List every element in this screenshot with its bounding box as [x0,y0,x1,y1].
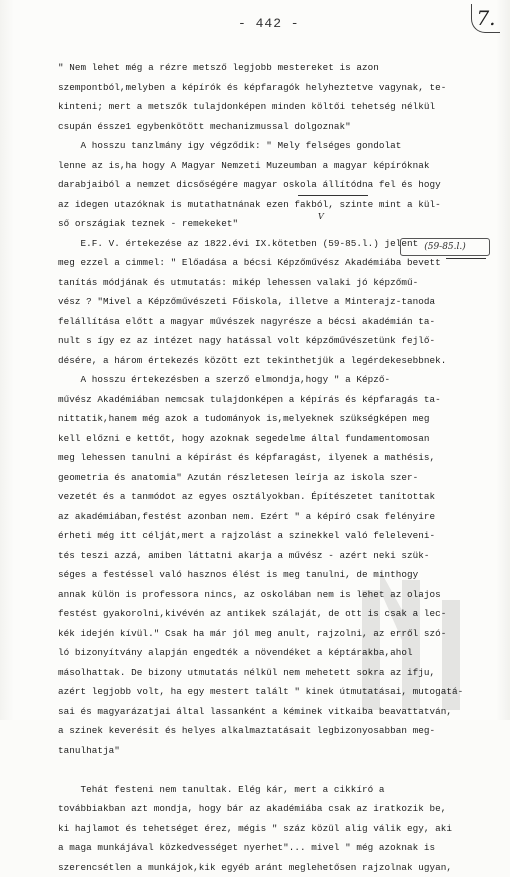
text-line: ső országiak teznek - remekeket" [58,214,498,234]
text-line: lenne az is,ha hogy A Magyar Nemzeti Muzeumban a magyar képíróknak [58,156,498,176]
text-line: ló bizonyítvány alapján engedték a növendéket a képtárakba,ahol [58,643,498,663]
text-line: csupán éssze1 egybenkötött mechanizmussal dolgoznak" [58,117,498,137]
text-line: érheti még itt célját,mert a rajzolást a szinekkel való feleleveni- [58,526,498,546]
handwritten-margin-note [400,238,490,256]
margin-note-text: (59-85.l.) [401,239,489,255]
page-number: - 442 - [238,16,300,31]
text-line: kék idején kívül." Csak ha már jól meg anult, rajzolni, az erről szó- [58,624,498,644]
text-line: meg ezzel a cimmel: " Előadása a bécsi Képzőművész Akadémiába bevett [58,253,498,273]
text-line: művész Akadémiában nemcsak tulajdonképen a képírás és képfaragás ta- [58,390,498,410]
text-line: darabjaiból a nemzet dicsőségére magyar oskola állítódna fel és hogy [58,175,498,195]
text-line: felállítása előtt a magyar művészek nagyrésze a bécsi akadémián ta- [58,312,498,332]
text-line: " Nem lehet még a rézre metsző legjobb mestereket is azon [58,58,498,78]
stamp-watermark-icon [342,570,492,720]
text-line: szerencsétlen a munkájok,kik egyéb aránt meglehetősen rajzolnak ugyan, [58,858,498,877]
text-line: sai és magyarázatjai által lassanként a kéminek vitkaiba beavattatván, [58,702,498,722]
strike-through-mark [446,258,486,259]
text-line: désére, a három értekezés között ezt tekinthetjük a legérdekesebbnek. [58,351,498,371]
text-line: azért legjobb volt, ha egy mestert talált " kinek útmutatásai, mutogatá- [58,682,498,702]
text-line: Tehát festeni nem tanultak. Elég kár, mert a cikkíró a [58,780,498,800]
text-line: másolhattak. De bizony utmutatás nélkül nem mehetett sokra az ifju, [58,663,498,683]
text-line: tanítás módjának és utmutatás: mikép lehessen valaki jó képzőmű- [58,273,498,293]
text-line: vezetét és a tanmódot az egyes osztályokban. Építészetet tanítottak [58,487,498,507]
handwritten-insertion: V [318,212,324,221]
text-line: tés teszi azzá, amiben láttatni akarja a művész - azért neki szük- [58,546,498,566]
text-line: a szinek keverésit és helyes alkalmaztatásait legbizonyosabban meg- [58,721,498,741]
text-line: tanulhatja" [58,741,498,761]
typewritten-body [58,58,498,877]
text-line: festést gyakorolni,kivévén az antikek szálaját, de ott is csak a lec- [58,604,498,624]
text-line: az idegen utazóknak is mutathatnának ezen fakból, szinte mint a kül- [58,195,498,215]
text-line: meg lehessen tanulni a képírást és képfaragást, ilyenek a mathésis, [58,448,498,468]
folio-number: 7. [471,4,500,33]
text-line: kell előzni e kettőt, hogy azoknak segedelme által fundamentomosan [58,429,498,449]
text-line: geometria és anatomia" Azután részletesen leírja az iskola szer- [58,468,498,488]
text-line: A hosszu értekezésben a szerző elmondja,hogy " a Képző- [58,370,498,390]
text-line: ki hajlamot és tehetséget érez, mégis " száz közül alig válik egy, aki [58,819,498,839]
strike-through-mark [298,195,368,196]
text-line: továbbiakban azt mondja, hogy bár az akadémiába csak az iratkozik be, [58,799,498,819]
text-line: szempontból,melyben a képírók és képfaragók helyheztetve vagynak, te- [58,78,498,98]
text-line: kinteni; mert a metszők tulajdonképen minden költői tehetség nélkül [58,97,498,117]
text-line: nittatik,hanem még azok a tudományok is,melyeknek szükségképen meg [58,409,498,429]
text-line: vész ? "Mivel a Képzőművészeti Főiskola, illetve a Minterajz-tanoda [58,292,498,312]
text-line: a maga munkájával közkedvességet nyerhet"... mivel " még azoknak is [58,838,498,858]
text-line: nult s így ez az intézet nagy hatással volt képzőművészetünk fejlő- [58,331,498,351]
text-line: séges a festéssel való hasznos élést is meg tanulni, de minthogy [58,565,498,585]
text-line: annak külön is professora nincs, az oskolában nem is lehet az olajos [58,585,498,605]
text-line: E.F. V. értekezése az 1822.évi IX.kötetben (59-85.l.) jelent [58,234,498,254]
text-line: A hosszu tanzlmány igy végződik: " Mely felséges gondolat [58,136,498,156]
text-line [58,760,498,780]
text-line: az akadémiában,festést azonban nem. Ezért " a képíró csak felényire [58,507,498,527]
